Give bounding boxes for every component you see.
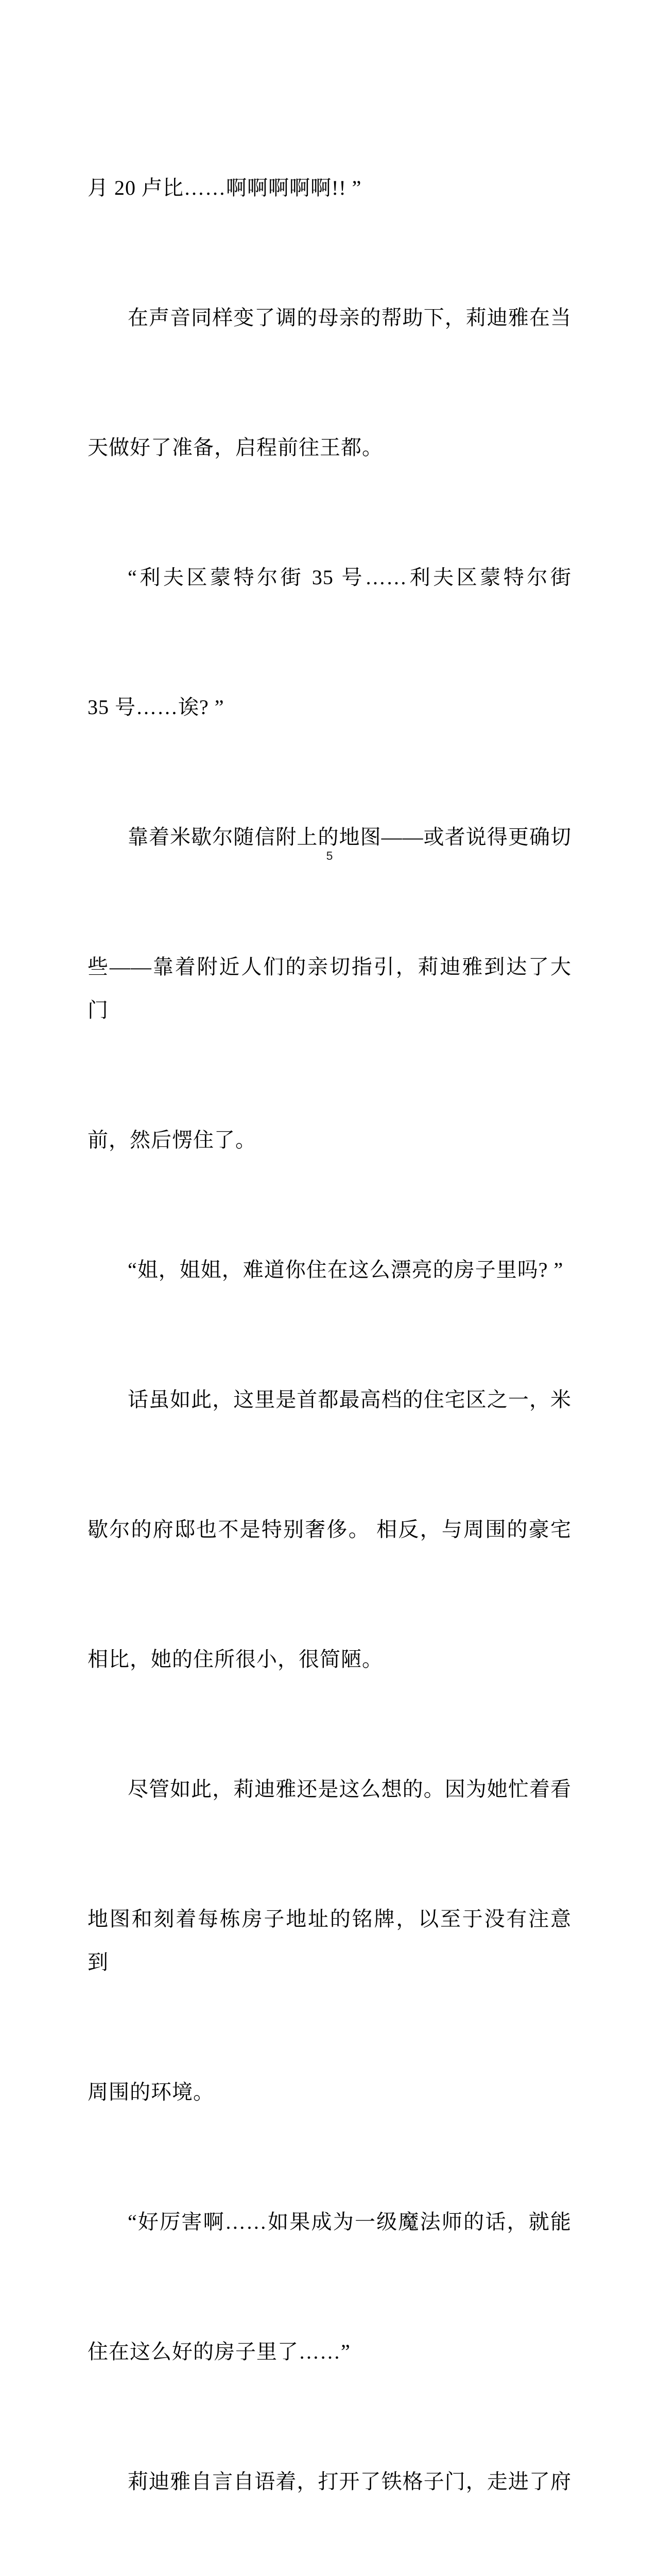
text-line: 些——靠着附近人们的亲切指引，莉迪雅到达了大门 — [88, 955, 571, 1022]
text-line: 话虽如此，这里是首都最高档的住宅区之一，米 — [128, 1388, 571, 1411]
text-line: “利夫区蒙特尔街 35 号……利夫区蒙特尔街 — [128, 566, 571, 589]
text-line: 莉迪雅自言自语着，打开了铁格子门，走进了府 — [128, 2470, 571, 2493]
text-line: 在声音同样变了调的母亲的帮助下，莉迪雅在当 — [128, 306, 571, 329]
text-line: 35 号……诶? ” — [88, 696, 224, 719]
text-line: 住在这么好的房子里了……” — [88, 2340, 351, 2363]
text-line: 前，然后愣住了。 — [88, 1128, 256, 1151]
text-line: 尽管如此，莉迪雅还是这么想的。因为她忙着看 — [128, 1777, 571, 1801]
text-line: 月 20 卢比……啊啊啊啊啊!! ” — [88, 176, 362, 199]
text-line: 靠着米歇尔随信附上的地图——或者说得更确切 — [128, 825, 571, 849]
text-line: “好厉害啊……如果成为一级魔法师的话，就能 — [128, 2210, 571, 2233]
text-line: 歇尔的府邸也不是特别奢侈。 相反，与周围的豪宅 — [88, 1518, 571, 1541]
text-line: 周围的环境。 — [88, 2080, 214, 2104]
text-line: “姐，姐姐，难道你住在这么漂亮的房子里吗? ” — [128, 1258, 564, 1281]
text-body — [88, 80, 571, 2576]
text-line: 地图和刻着每栋房子地址的铭牌，以至于没有注意到 — [88, 1907, 571, 1974]
text-line: 天做好了准备，启程前往王都。 — [88, 436, 383, 459]
page-number: 5 — [326, 849, 333, 862]
text-line: 相比，她的住所很小，很简陋。 — [88, 1648, 383, 1671]
